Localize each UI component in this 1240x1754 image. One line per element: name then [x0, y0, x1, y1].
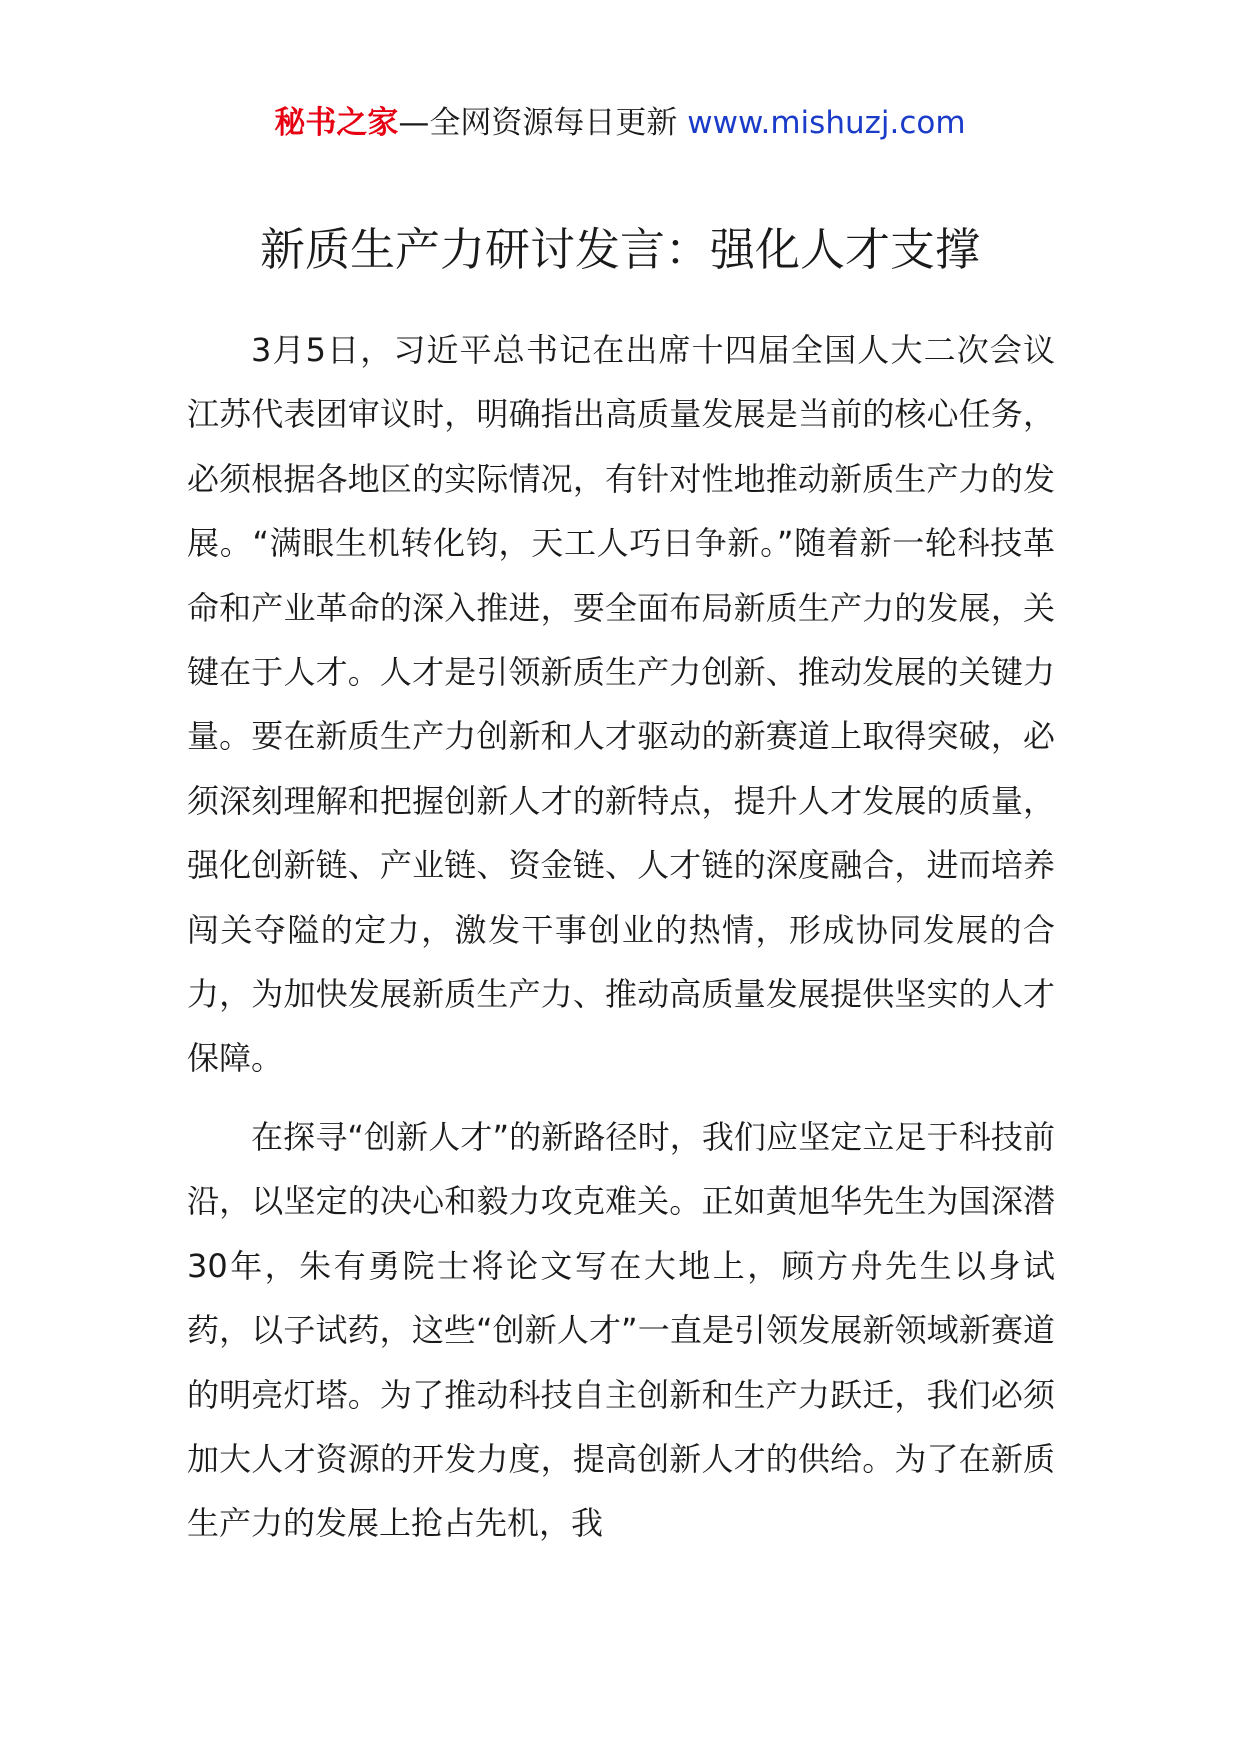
body-paragraph: 3月5日，习近平总书记在出席十四届全国人大二次会议江苏代表团审议时，明确指出高质量发展是当前的核心任务，必须根据各地区的实际情况，有针对性地推动新质生产力的发展。“满眼生机转化钧，天工人巧日争新。”随着新一轮科技革命和产业革命的深入推进，要全面布局新质生产力的发展，关键在于人才。人才是引领新质生产力创新、推动发展的关键力量。要在新质生产力创新和人才驱动的新赛道上取得突破，必须深刻理解和把握创新人才的新特点，提升人才发展的质量，强化创新链、产业链、资金链、人才链的深度融合，进而培养闯关夺隘的定力，激发干事创业的热情，形成协同发展的合力，为加快发展新质生产力、推动高质量发展提供坚实的人才保障。 [187, 331, 1055, 1078]
document-body [187, 318, 1055, 1556]
body-paragraph: 在探寻“创新人才”的新路径时，我们应坚定立足于科技前沿，以坚定的决心和毅力攻克难关。正如黄旭华先生为国深潜30年，朱有勇院士将论文写在大地上，顾方舟先生以身试药，以子试药，这些“创新人才”一直是引领发展新领域新赛道的明亮灯塔。为了推动科技自主创新和生产力跃迁，我们必须加大人才资源的开发力度，提高创新人才的供给。为了在新质生产力的发展上抢占先机，我 [187, 1117, 1055, 1543]
brand-tagline: —全网资源每日更新 [398, 105, 678, 141]
site-banner [0, 100, 1240, 146]
brand-name: 秘书之家 [274, 105, 399, 141]
site-url-link[interactable]: www.mishuzj.com [687, 105, 966, 141]
document-title: 新质生产力研讨发言：强化人才支撑 [259, 223, 980, 276]
